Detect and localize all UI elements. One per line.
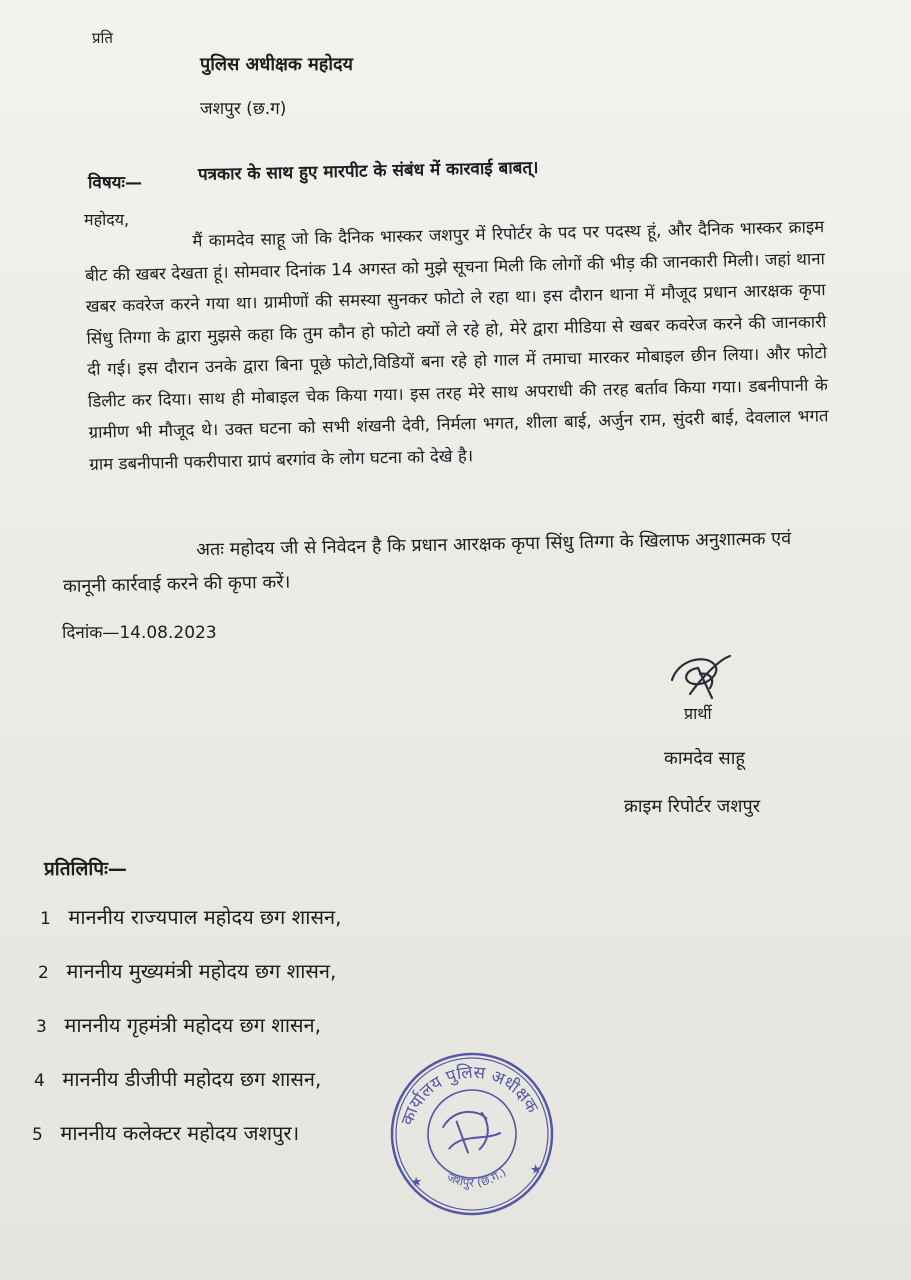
subject-text: पत्रकार के साथ हुए मारपीट के संबंध में कारवाई बाबत्। xyxy=(197,157,539,185)
copy-recipient: माननीय मुख्यमंत्री महोदय छग शासन, xyxy=(66,959,337,983)
letter-body: मैं कामदेव साहू जो कि दैनिक भास्कर जशपुर में रिपोर्टर के पद पर पदस्थ हूं, और दैनिक भास्कर क्राइम बीट की खबर देखता हूं। सोमवार दिनांक 14 अगस्त को मुझे सूचना मिली कि लोगों की भीड़ की जानकारी मिली। जहां थाना खबर कवरेज करने गया था। ग्रामीणों की समस्या सुनकर फोटो ले रहा था। इस दौरान थाना में मौजूद प्रधान आरक्षक कृपा सिंधु तिग्गा के द्वारा मुझसे कहा कि तुम कौन हो फोटो क्यों ले रहे हो, मेरे द्वारा मीडिया से खबर कवरेज करने की जानकारी दी गई। इस दौरान उनके द्वारा बिना पूछे फोटो,विडियों बना रहे हो गाल में तमाचा मारकर मोबाइल छीन लिया। और फोटो डिलीट कर दिया। साथ ही मोबाइल चेक किया गया। इस तरह मेरे साथ अपराधी की तरह बर्ताव किया गया। डबनीपानी के ग्रामीण भी मौजूद थे। उक्त घटना को सभी शंखनी देवी, निर्मला भगत, शीला बाई, अर्जुन राम, सुंदरी बाई, देवलाल भगत ग्राम डबनीपानी पकरीपारा ग्रापं बरगांव के लोग घटना को देखे है। xyxy=(84,216,829,474)
salutation: महोदय, xyxy=(84,210,130,229)
request-paragraph: अतः महोदय जी से निवेदन है कि प्रधान आरक्षक कृपा सिंधु तिग्गा के खिलाफ अनुशात्मक एवं कानूनी कार्रवाई करने की कृपा करें। xyxy=(62,528,792,597)
copy-item xyxy=(36,1012,341,1066)
copies-list xyxy=(32,904,342,1174)
handwritten-signature xyxy=(664,650,736,708)
recipient-place: जशपुर (छ.ग) xyxy=(200,99,287,119)
svg-text:जशपुर (छ.ग.): जशपुर (छ.ग.) xyxy=(444,1164,509,1190)
copy-number: 2 xyxy=(38,963,49,983)
sender-title: क्राइम रिपोर्टर जशपुर xyxy=(624,796,761,817)
copy-recipient: माननीय कलेक्टर महोदय जशपुर। xyxy=(60,1121,300,1145)
copy-number: 5 xyxy=(32,1125,43,1145)
copy-recipient: माननीय गृहमंत्री महोदय छग शासन, xyxy=(64,1013,321,1037)
copy-item xyxy=(38,958,341,1012)
letter-date: दिनांक—14.08.2023 xyxy=(62,623,217,643)
recipient: पुलिस अधीक्षक महोदय xyxy=(200,54,353,75)
copy-number: 4 xyxy=(34,1071,45,1091)
copy-item xyxy=(34,1066,341,1120)
copies-heading: प्रतिलिपिः— xyxy=(44,858,127,880)
copy-item xyxy=(40,904,341,958)
copy-number: 3 xyxy=(36,1017,47,1037)
svg-text:★: ★ xyxy=(529,1161,543,1179)
sender-name: कामदेव साहू xyxy=(664,748,745,769)
svg-text:कार्यालय पुलिस अधीक्षक: कार्यालय पुलिस अधीक्षक xyxy=(397,1062,543,1129)
svg-text:★: ★ xyxy=(410,1174,424,1191)
subject-label: विषयः— xyxy=(88,173,142,193)
copy-recipient: माननीय डीजीपी महोदय छग शासन, xyxy=(62,1067,322,1091)
to-label: प्रति xyxy=(92,29,113,47)
applicant-label: प्रार्थी xyxy=(684,704,712,723)
copy-item xyxy=(32,1120,341,1174)
office-seal-stamp xyxy=(388,1050,556,1218)
copy-recipient: माननीय राज्यपाल महोदय छग शासन, xyxy=(68,905,342,929)
copy-number: 1 xyxy=(40,909,51,929)
